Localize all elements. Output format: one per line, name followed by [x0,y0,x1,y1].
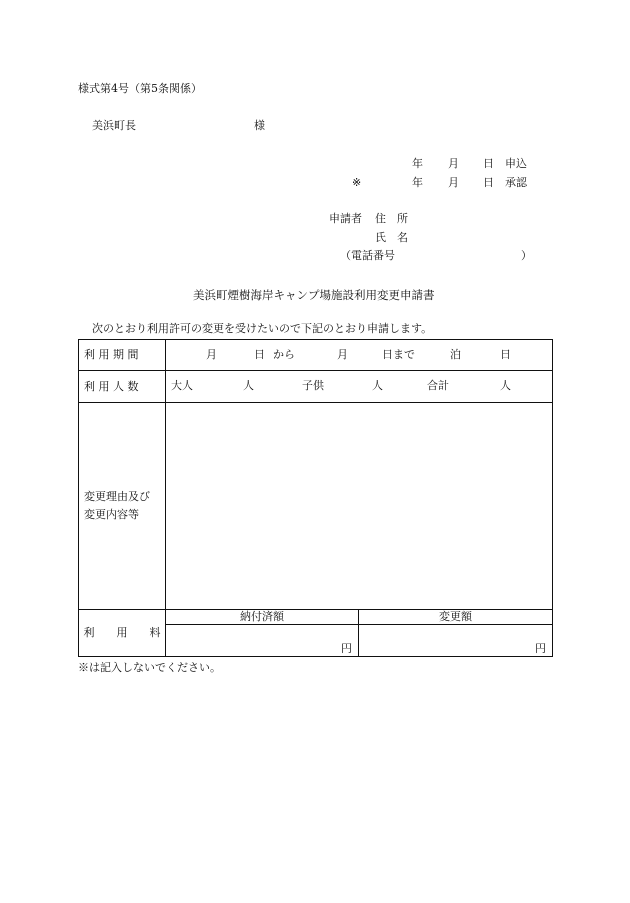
people-children-unit: 人 [372,379,383,392]
application-table [78,339,553,657]
document-title: 美浜町煙樹海岸キャンプ場施設利用変更申請書 [193,288,435,302]
approved-label: 承認 [505,176,527,189]
people-total-unit: 人 [500,379,511,392]
change-amount-field[interactable] [359,625,553,657]
period-from: から [273,348,295,361]
fee-header-row [79,610,553,625]
reason-label [79,403,166,610]
paid-amount-field[interactable] [166,625,359,657]
fee-label: 利 用 料 [79,610,166,657]
period-days: 日 [500,348,511,361]
period-nights: 泊 [450,348,461,361]
approved-month: 月 [448,176,459,189]
reason-row [79,403,553,610]
people-field[interactable] [166,371,553,403]
applicant-phone-close: ） [521,249,532,262]
period-label: 利 用 期 間 [79,340,166,371]
addressee: 美浜町長 [92,119,136,132]
addressee-honorific: 様 [254,119,265,132]
applied-year: 年 [412,157,423,170]
applicant-name-label: 氏 名 [375,231,408,244]
applied-month: 月 [448,157,459,170]
reason-label-line-1: 変更理由及び [84,490,150,503]
form-number: 様式第4号（第5条関係） [78,82,202,95]
period-until: 日まで [382,348,415,361]
reason-field[interactable] [166,403,553,610]
footnote: ※は記入しないでください。 [78,661,221,674]
approved-year: 年 [412,176,423,189]
period-field[interactable] [166,340,553,371]
applied-day: 日 [483,157,494,170]
period-month: 月 [206,348,217,361]
people-label: 利 用 人 数 [79,371,166,403]
period-day: 日 [254,348,265,361]
people-row [79,371,553,403]
people-children-label: 子供 [302,379,324,392]
office-use-mark: ※ [352,176,362,189]
paid-amount-header: 納付済額 [166,610,359,625]
people-adults-unit: 人 [243,379,254,392]
applicant-phone-label: （電話番号 [340,249,395,262]
period-month-2: 月 [337,348,348,361]
paid-amount-yen: 円 [341,642,352,655]
reason-label-line-2: 変更内容等 [84,508,139,521]
change-amount-header: 変更額 [359,610,553,625]
people-adults-label: 大人 [171,379,193,392]
change-amount-yen: 円 [535,642,546,655]
people-total-label: 合計 [427,379,449,392]
applicant-label: 申請者 [329,212,362,225]
approved-day: 日 [483,176,494,189]
applied-label: 申込 [505,157,527,170]
applicant-address-label: 住 所 [375,212,408,225]
intro-text: 次のとおり利用許可の変更を受けたいので下記のとおり申請します。 [92,322,433,335]
period-row [79,340,553,371]
